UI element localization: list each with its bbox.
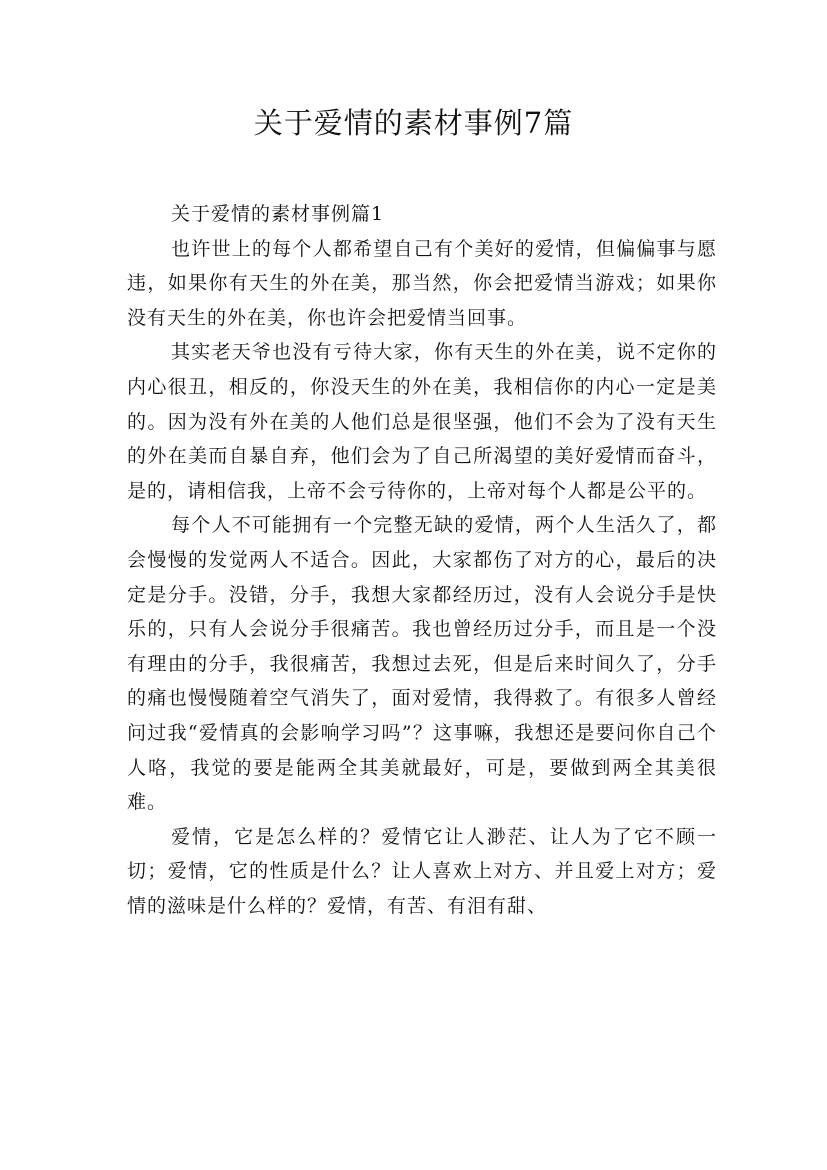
body-paragraph-1: 也许世上的每个人都希望自己有个美好的爱情，但偏偏事与愿违，如果你有天生的外在美，那当然，你会把爱情当游戏；如果你没有天生的外在美，你也许会把爱情当回事。 <box>127 237 717 329</box>
body-paragraph-2: 其实老天爷也没有亏待大家，你有天生的外在美，说不定你的内心很丑，相反的，你没天生的外在美，我相信你的内心一定是美的。因为没有外在美的人他们总是很坚强，他们不会为了没有天生的外在美而自暴自弃，他们会为了自己所渴望的美好爱情而奋斗，是的，请相信我，上帝不会亏待你的，上帝对每个人都是公平的。 <box>127 341 717 502</box>
body-paragraph-3: 每个人不可能拥有一个完整无缺的爱情，两个人生活久了，都会慢慢的发觉两人不适合。因此，大家都伤了对方的心，最后的决定是分手。没错，分手，我想大家都经历过，没有人会说分手是快乐的，只有人会说分手很痛苦。我也曾经历过分手，而且是一个没有理由的分手，我很痛苦，我想过去死，但是后来时间久了，分手的痛也慢慢随着空气消失了，面对爱情，我得救了。有很多人曾经问过我“爱情真的会影响学习吗”？这事嘛，我想还是要问你自己个人咯，我觉的要是能两全其美就最好，可是，要做到两全其美很难。 <box>127 514 717 814</box>
document-title: 关于爱情的素材事例7篇 <box>253 106 574 140</box>
document-body <box>127 197 717 923</box>
body-paragraph-4: 爱情，它是怎么样的？爱情它让人渺茫、让人为了它不顾一切；爱情，它的性质是什么？让人喜欢上对方、并且爱上对方；爱情的滋味是什么样的？爱情，有苦、有泪有甜、 <box>127 825 717 917</box>
section-heading: 关于爱情的素材事例篇1 <box>171 203 385 225</box>
